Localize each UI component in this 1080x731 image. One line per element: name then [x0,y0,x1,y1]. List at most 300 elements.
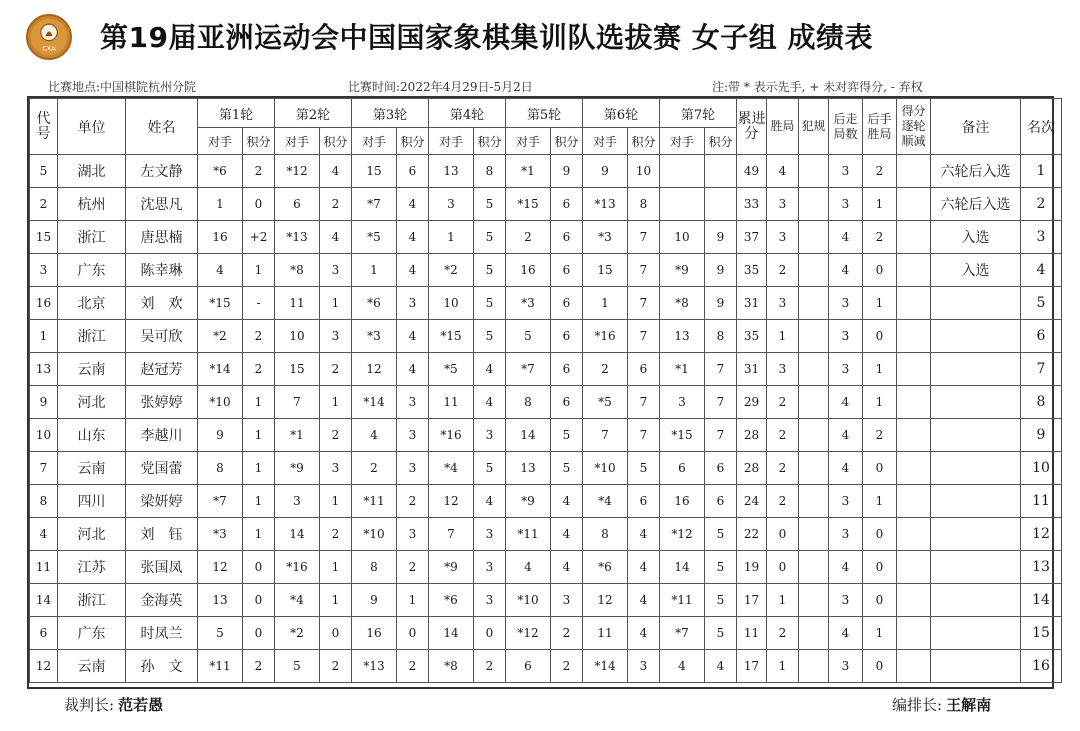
rank: 1 [1021,155,1062,188]
round-6-points: 4 [628,551,660,584]
second-games-count: 4 [829,254,863,287]
header-tiebreak: 得分逐轮顺减 [897,99,931,155]
second-wins-count: 1 [863,188,897,221]
header-name: 姓名 [126,99,198,155]
fouls-count [799,518,829,551]
fouls-count [799,485,829,518]
wins-count: 2 [767,485,799,518]
header-unit: 单位 [58,99,126,155]
fouls-count [799,188,829,221]
round-2-points: 1 [320,485,352,518]
wins-count: 2 [767,617,799,650]
second-games-count: 3 [829,287,863,320]
player-unit: 浙江 [58,320,126,353]
round-7-points: 5 [705,551,737,584]
header-wins: 胜局 [767,99,799,155]
player-name: 张国凤 [126,551,198,584]
second-games-count: 3 [829,320,863,353]
round-1-opponent: 8 [198,452,243,485]
round-4-opponent: *6 [429,584,474,617]
header-rank: 名次 [1021,99,1062,155]
round-4-points: 0 [474,617,506,650]
fouls-count [799,617,829,650]
round-4-opponent: *16 [429,419,474,452]
round-4-points: 5 [474,452,506,485]
player-code: 15 [30,221,58,254]
player-name: 赵冠芳 [126,353,198,386]
round-3-points: 2 [397,650,429,683]
round-5-points: 4 [551,485,583,518]
fouls-count [799,287,829,320]
header-points-round-3: 积分 [397,128,429,155]
round-7-opponent: *15 [660,419,705,452]
round-3-opponent: 12 [352,353,397,386]
round-7-points: 7 [705,386,737,419]
round-1-opponent: *15 [198,287,243,320]
player-unit: 四川 [58,485,126,518]
round-1-opponent: *6 [198,155,243,188]
round-5-points: 6 [551,287,583,320]
rank: 15 [1021,617,1062,650]
round-4-opponent: 10 [429,287,474,320]
remark [931,287,1021,320]
table-row [30,386,1062,419]
svg-text:CXA: CXA [42,44,56,53]
tiebreak-score [897,485,931,518]
rank: 5 [1021,287,1062,320]
player-unit: 山东 [58,419,126,452]
round-5-opponent: 6 [506,650,551,683]
round-2-opponent: 3 [275,485,320,518]
total-score: 22 [737,518,767,551]
round-4-points: 2 [474,650,506,683]
rank: 4 [1021,254,1062,287]
player-name: 张婷婷 [126,386,198,419]
round-6-points: 7 [628,254,660,287]
remark [931,485,1021,518]
second-wins-count: 0 [863,320,897,353]
second-games-count: 3 [829,650,863,683]
wins-count: 4 [767,155,799,188]
remark [931,518,1021,551]
header-opponent-round-2: 对手 [275,128,320,155]
round-6-opponent: *4 [583,485,628,518]
fouls-count [799,155,829,188]
round-6-opponent: *6 [583,551,628,584]
second-wins-count: 1 [863,353,897,386]
rank: 16 [1021,650,1062,683]
second-wins-count: 0 [863,551,897,584]
player-code: 8 [30,485,58,518]
round-3-opponent: *3 [352,320,397,353]
table-row [30,287,1062,320]
round-6-points: 7 [628,320,660,353]
second-games-count: 4 [829,221,863,254]
total-score: 49 [737,155,767,188]
header-round-5: 第5轮 [506,99,583,128]
tiebreak-score [897,188,931,221]
results-table-frame [27,96,1054,689]
header-opponent-round-3: 对手 [352,128,397,155]
round-4-points: 5 [474,287,506,320]
round-6-points: 4 [628,584,660,617]
second-wins-count: 0 [863,518,897,551]
round-1-points: 0 [243,551,275,584]
player-unit: 云南 [58,650,126,683]
round-2-points: 2 [320,518,352,551]
round-5-opponent: *7 [506,353,551,386]
round-7-opponent: 6 [660,452,705,485]
table-row [30,221,1062,254]
round-1-opponent: 16 [198,221,243,254]
referee-name: 范若愚 [118,696,164,714]
round-1-points: 2 [243,650,275,683]
round-5-opponent: 13 [506,452,551,485]
player-name: 时凤兰 [126,617,198,650]
round-7-opponent: *7 [660,617,705,650]
wins-count: 3 [767,188,799,221]
table-row [30,485,1062,518]
round-5-opponent: 14 [506,419,551,452]
round-2-opponent: *13 [275,221,320,254]
round-4-opponent: *9 [429,551,474,584]
round-4-points: 3 [474,551,506,584]
round-3-points: 4 [397,188,429,221]
rank: 10 [1021,452,1062,485]
round-5-opponent: 8 [506,386,551,419]
header-code: 代号 [30,99,58,155]
round-1-points: 1 [243,386,275,419]
round-7-opponent: 3 [660,386,705,419]
rank: 3 [1021,221,1062,254]
round-4-points: 5 [474,221,506,254]
round-6-opponent: *13 [583,188,628,221]
round-6-points: 3 [628,650,660,683]
wins-count: 3 [767,287,799,320]
round-5-points: 2 [551,650,583,683]
tiebreak-score [897,254,931,287]
round-7-points: 9 [705,254,737,287]
table-row [30,617,1062,650]
player-name: 李越川 [126,419,198,452]
round-6-points: 4 [628,617,660,650]
round-3-opponent: 1 [352,254,397,287]
round-1-points: 1 [243,518,275,551]
round-2-points: 1 [320,386,352,419]
round-7-opponent [660,188,705,221]
tiebreak-score [897,518,931,551]
second-games-count: 3 [829,155,863,188]
round-1-opponent: 13 [198,584,243,617]
table-row [30,584,1062,617]
player-code: 12 [30,650,58,683]
round-5-opponent: 5 [506,320,551,353]
round-2-opponent: 11 [275,287,320,320]
results-table [29,98,1062,683]
table-row [30,320,1062,353]
header-total: 累进分 [737,99,767,155]
round-5-opponent: *15 [506,188,551,221]
round-3-points: 4 [397,353,429,386]
table-row [30,452,1062,485]
round-2-opponent: *12 [275,155,320,188]
round-4-opponent: 7 [429,518,474,551]
player-code: 1 [30,320,58,353]
round-5-points: 6 [551,320,583,353]
player-code: 4 [30,518,58,551]
round-4-opponent: 3 [429,188,474,221]
round-4-opponent: *15 [429,320,474,353]
table-row [30,551,1062,584]
round-5-points: 9 [551,155,583,188]
round-1-points: 2 [243,353,275,386]
round-6-opponent: 9 [583,155,628,188]
header-points-round-5: 积分 [551,128,583,155]
round-2-points: 4 [320,221,352,254]
round-3-points: 4 [397,221,429,254]
player-name: 金海英 [126,584,198,617]
second-wins-count: 2 [863,221,897,254]
rank: 8 [1021,386,1062,419]
total-score: 29 [737,386,767,419]
tiebreak-score [897,221,931,254]
player-code: 16 [30,287,58,320]
header-points-round-4: 积分 [474,128,506,155]
wins-count: 2 [767,419,799,452]
round-1-opponent: 12 [198,551,243,584]
header-round-1: 第1轮 [198,99,275,128]
round-5-points: 5 [551,452,583,485]
round-2-opponent: *4 [275,584,320,617]
wins-count: 0 [767,518,799,551]
round-4-opponent: 1 [429,221,474,254]
round-5-opponent: *11 [506,518,551,551]
second-games-count: 4 [829,551,863,584]
round-5-points: 6 [551,221,583,254]
round-1-opponent: *2 [198,320,243,353]
arranger-label: 编排长: [892,696,943,714]
player-name: 唐思楠 [126,221,198,254]
round-1-points: 2 [243,320,275,353]
wins-count: 1 [767,320,799,353]
header-second-games: 后走局数 [829,99,863,155]
remark: 入选 [931,221,1021,254]
round-1-opponent: 5 [198,617,243,650]
round-7-opponent: 16 [660,485,705,518]
round-3-opponent: 9 [352,584,397,617]
remark: 入选 [931,254,1021,287]
round-4-opponent: 11 [429,386,474,419]
total-score: 19 [737,551,767,584]
round-3-points: 3 [397,287,429,320]
wins-count: 2 [767,386,799,419]
round-2-points: 3 [320,320,352,353]
round-4-opponent: 12 [429,485,474,518]
round-2-opponent: 7 [275,386,320,419]
time-info: 比赛时间:2022年4月29日-5月2日 [348,80,533,94]
round-4-points: 3 [474,419,506,452]
round-5-points: 3 [551,584,583,617]
header-points-round-2: 积分 [320,128,352,155]
fouls-count [799,551,829,584]
round-3-points: 6 [397,155,429,188]
remark [931,386,1021,419]
round-7-points: 5 [705,584,737,617]
player-unit: 广东 [58,254,126,287]
round-4-points: 5 [474,320,506,353]
round-2-opponent: *9 [275,452,320,485]
player-code: 11 [30,551,58,584]
round-2-points: 3 [320,254,352,287]
wins-count: 2 [767,452,799,485]
second-games-count: 3 [829,188,863,221]
player-name: 刘 欢 [126,287,198,320]
header-opponent-round-4: 对手 [429,128,474,155]
tiebreak-score [897,353,931,386]
round-4-opponent: *8 [429,650,474,683]
second-games-count: 3 [829,584,863,617]
round-6-points: 6 [628,485,660,518]
round-2-opponent: *2 [275,617,320,650]
total-score: 28 [737,419,767,452]
round-6-points: 7 [628,386,660,419]
round-2-points: 1 [320,551,352,584]
second-games-count: 3 [829,353,863,386]
player-name: 左文静 [126,155,198,188]
round-1-points: - [243,287,275,320]
round-7-opponent: *12 [660,518,705,551]
round-2-points: 2 [320,650,352,683]
round-4-opponent: *4 [429,452,474,485]
round-3-points: 4 [397,254,429,287]
header-fouls: 犯规 [799,99,829,155]
header-round-6: 第6轮 [583,99,660,128]
round-1-opponent: *3 [198,518,243,551]
player-name: 陈幸琳 [126,254,198,287]
round-5-opponent: 4 [506,551,551,584]
wins-count: 1 [767,650,799,683]
remark [931,584,1021,617]
round-1-points: 0 [243,584,275,617]
round-3-opponent: *7 [352,188,397,221]
round-6-opponent: 11 [583,617,628,650]
round-2-opponent: 10 [275,320,320,353]
round-2-points: 2 [320,188,352,221]
remark: 六轮后入选 [931,155,1021,188]
player-code: 3 [30,254,58,287]
round-7-opponent: *9 [660,254,705,287]
round-1-opponent: 4 [198,254,243,287]
header-round-3: 第3轮 [352,99,429,128]
round-4-points: 3 [474,584,506,617]
table-row [30,518,1062,551]
round-2-points: 3 [320,452,352,485]
header-opponent-round-7: 对手 [660,128,705,155]
round-5-opponent: *12 [506,617,551,650]
wins-count: 3 [767,353,799,386]
round-6-points: 6 [628,353,660,386]
round-7-opponent: *8 [660,287,705,320]
header-remark: 备注 [931,99,1021,155]
player-unit: 河北 [58,386,126,419]
header-round-2: 第2轮 [275,99,352,128]
round-1-points: 2 [243,155,275,188]
referee-label: 裁判长: [64,696,115,714]
header-second-wins: 后手胜局 [863,99,897,155]
header-row-top [30,99,1062,128]
player-unit: 江苏 [58,551,126,584]
round-6-opponent: 7 [583,419,628,452]
round-4-opponent: *2 [429,254,474,287]
round-5-points: 6 [551,386,583,419]
round-7-opponent: 10 [660,221,705,254]
round-3-opponent: 2 [352,452,397,485]
round-1-points: 0 [243,617,275,650]
round-7-points: 5 [705,518,737,551]
round-6-points: 7 [628,221,660,254]
page-title: 第19届亚洲运动会中国国家象棋集训队选拔赛 女子组 成绩表 [100,21,873,54]
round-3-points: 2 [397,485,429,518]
header-points-round-7: 积分 [705,128,737,155]
round-5-opponent: *9 [506,485,551,518]
round-1-opponent: *7 [198,485,243,518]
total-score: 35 [737,320,767,353]
rank: 7 [1021,353,1062,386]
wins-count: 2 [767,254,799,287]
second-wins-count: 2 [863,419,897,452]
fouls-count [799,254,829,287]
second-wins-count: 0 [863,584,897,617]
second-games-count: 3 [829,518,863,551]
round-7-points: 8 [705,320,737,353]
round-6-opponent: 1 [583,287,628,320]
round-7-opponent: 14 [660,551,705,584]
round-3-opponent: *6 [352,287,397,320]
rank: 14 [1021,584,1062,617]
round-3-points: 2 [397,551,429,584]
player-name: 刘 钰 [126,518,198,551]
remark [931,419,1021,452]
round-7-points: 9 [705,221,737,254]
second-games-count: 4 [829,617,863,650]
round-7-points: 7 [705,353,737,386]
round-5-opponent: *3 [506,287,551,320]
total-score: 31 [737,353,767,386]
round-6-points: 5 [628,452,660,485]
round-7-opponent: *11 [660,584,705,617]
player-code: 9 [30,386,58,419]
round-6-opponent: 8 [583,518,628,551]
round-6-opponent: *10 [583,452,628,485]
round-4-points: 5 [474,254,506,287]
header-opponent-round-1: 对手 [198,128,243,155]
round-5-opponent: *10 [506,584,551,617]
fouls-count [799,419,829,452]
round-2-points: 0 [320,617,352,650]
round-6-points: 7 [628,287,660,320]
wins-count: 3 [767,221,799,254]
round-5-points: 4 [551,518,583,551]
round-5-points: 6 [551,353,583,386]
header-round-4: 第4轮 [429,99,506,128]
tiebreak-score [897,419,931,452]
round-4-opponent: 13 [429,155,474,188]
round-2-points: 1 [320,287,352,320]
second-games-count: 4 [829,386,863,419]
round-3-points: 3 [397,386,429,419]
fouls-count [799,452,829,485]
header-points-round-1: 积分 [243,128,275,155]
